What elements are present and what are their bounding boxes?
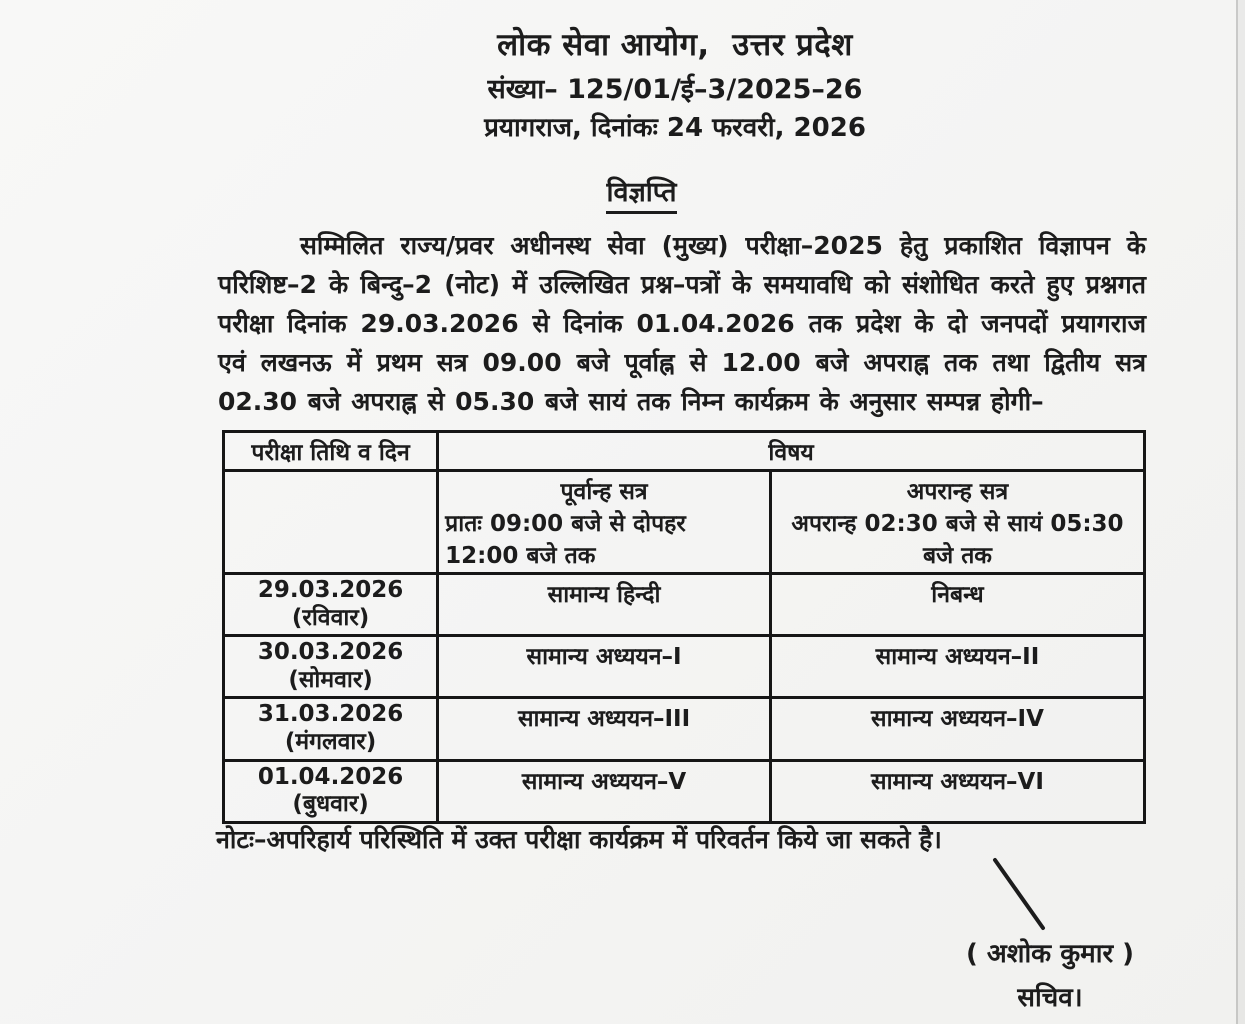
session-empty-cell <box>224 471 438 574</box>
morning-subject-cell: सामान्य अध्ययन–I <box>438 636 771 698</box>
table-session-row <box>224 471 1145 574</box>
afternoon-subject-cell: सामान्य अध्ययन–IV <box>770 698 1144 760</box>
afternoon-subject-cell: सामान्य अध्ययन–VI <box>770 760 1144 822</box>
morning-subject-cell: सामान्य अध्ययन–III <box>438 698 771 760</box>
reference-number: संख्या– 125/01/ई–3/2025–26 <box>487 73 863 105</box>
afternoon-subject-cell: निबन्ध <box>770 574 1144 636</box>
signatory-designation: सचिव। <box>1017 983 1083 1013</box>
session-afternoon-cell <box>770 471 1144 574</box>
table-row <box>224 698 1145 760</box>
morning-session-time: प्रातः 09:00 बजे से दोपहर 12:00 बजे तक <box>445 511 686 569</box>
notification-title: विज्ञप्ति <box>606 172 676 214</box>
table-row <box>224 760 1145 822</box>
afternoon-subject-cell: सामान्य अध्ययन–II <box>770 636 1144 698</box>
table-header-row <box>224 432 1145 471</box>
afternoon-session-time: अपरान्ह 02:30 बजे से सायं 05:30 बजे तक <box>791 511 1124 569</box>
signature-block <box>955 934 1145 1014</box>
exam-date-cell <box>224 574 438 636</box>
exam-date-cell <box>224 760 438 822</box>
exam-date: 29.03.2026 <box>257 577 404 603</box>
header-date-day: परीक्षा तिथि व दिन <box>224 432 438 471</box>
exam-date-cell <box>224 698 438 760</box>
exam-day: (मंगलवार) <box>284 728 377 755</box>
exam-date: 30.03.2026 <box>257 639 404 666</box>
afternoon-session-title: अपरान्ह सत्र <box>906 479 1009 505</box>
exam-date: 31.03.2026 <box>257 701 404 728</box>
exam-schedule-table <box>222 430 1146 824</box>
footer-note: नोटः–अपरिहार्य परिस्थिति में उक्त परीक्षा कार्यक्रम में परिवर्तन किये जा सकते है। <box>216 825 942 854</box>
morning-subject-cell: सामान्य हिन्दी <box>438 574 771 636</box>
morning-subject-cell: सामान्य अध्ययन–V <box>438 760 771 822</box>
exam-date: 01.04.2026 <box>257 763 404 790</box>
document-header <box>395 26 955 144</box>
exam-day: (रविवार) <box>291 604 370 631</box>
scan-edge-shade <box>1238 0 1245 1024</box>
notification-title-wrap <box>0 172 1245 214</box>
table-row <box>224 636 1145 698</box>
table-row <box>224 574 1145 636</box>
exam-day: (बुधवार) <box>292 791 369 818</box>
signature-stroke-icon <box>985 852 1055 937</box>
exam-day: (सोमवार) <box>288 666 373 693</box>
signatory-name: ( अशोक कुमार ) <box>965 939 1135 969</box>
morning-session-title: पूर्वान्ह सत्र <box>560 479 648 505</box>
session-morning-cell <box>438 471 771 574</box>
organization-name: लोक सेवा आयोग, उत्तर प्रदेश <box>497 27 853 63</box>
header-subject: विषय <box>438 432 1145 471</box>
exam-date-cell <box>224 636 438 698</box>
body-paragraph: सम्मिलित राज्य/प्रवर अधीनस्थ सेवा (मुख्य) परीक्षा–2025 हेतु प्रकाशित विज्ञापन के परिशिष्ट–2 के बिन्दु–2 (नोट) में उल्लिखित प्रश्न–पत्रों के समयावधि को संशोधित करते हुए प्रश्नगत परीक्षा दिनांक 29.03.2026 से दिनांक 01.04.2026 तक प्रदेश के दो जनपदों प्रयागराज एवं लखनऊ में प्रथम सत्र 09.00 बजे पूर्वाह्न से 12.00 बजे अपराह्न तक तथा द्वितीय सत्र 02.30 बजे अपराह्न से 05.30 बजे सायं तक निम्न कार्यक्रम के अनुसार सम्पन्न होगी– <box>218 231 1146 416</box>
place-and-date: प्रयागराज, दिनांकः 24 फरवरी, 2026 <box>484 112 866 143</box>
